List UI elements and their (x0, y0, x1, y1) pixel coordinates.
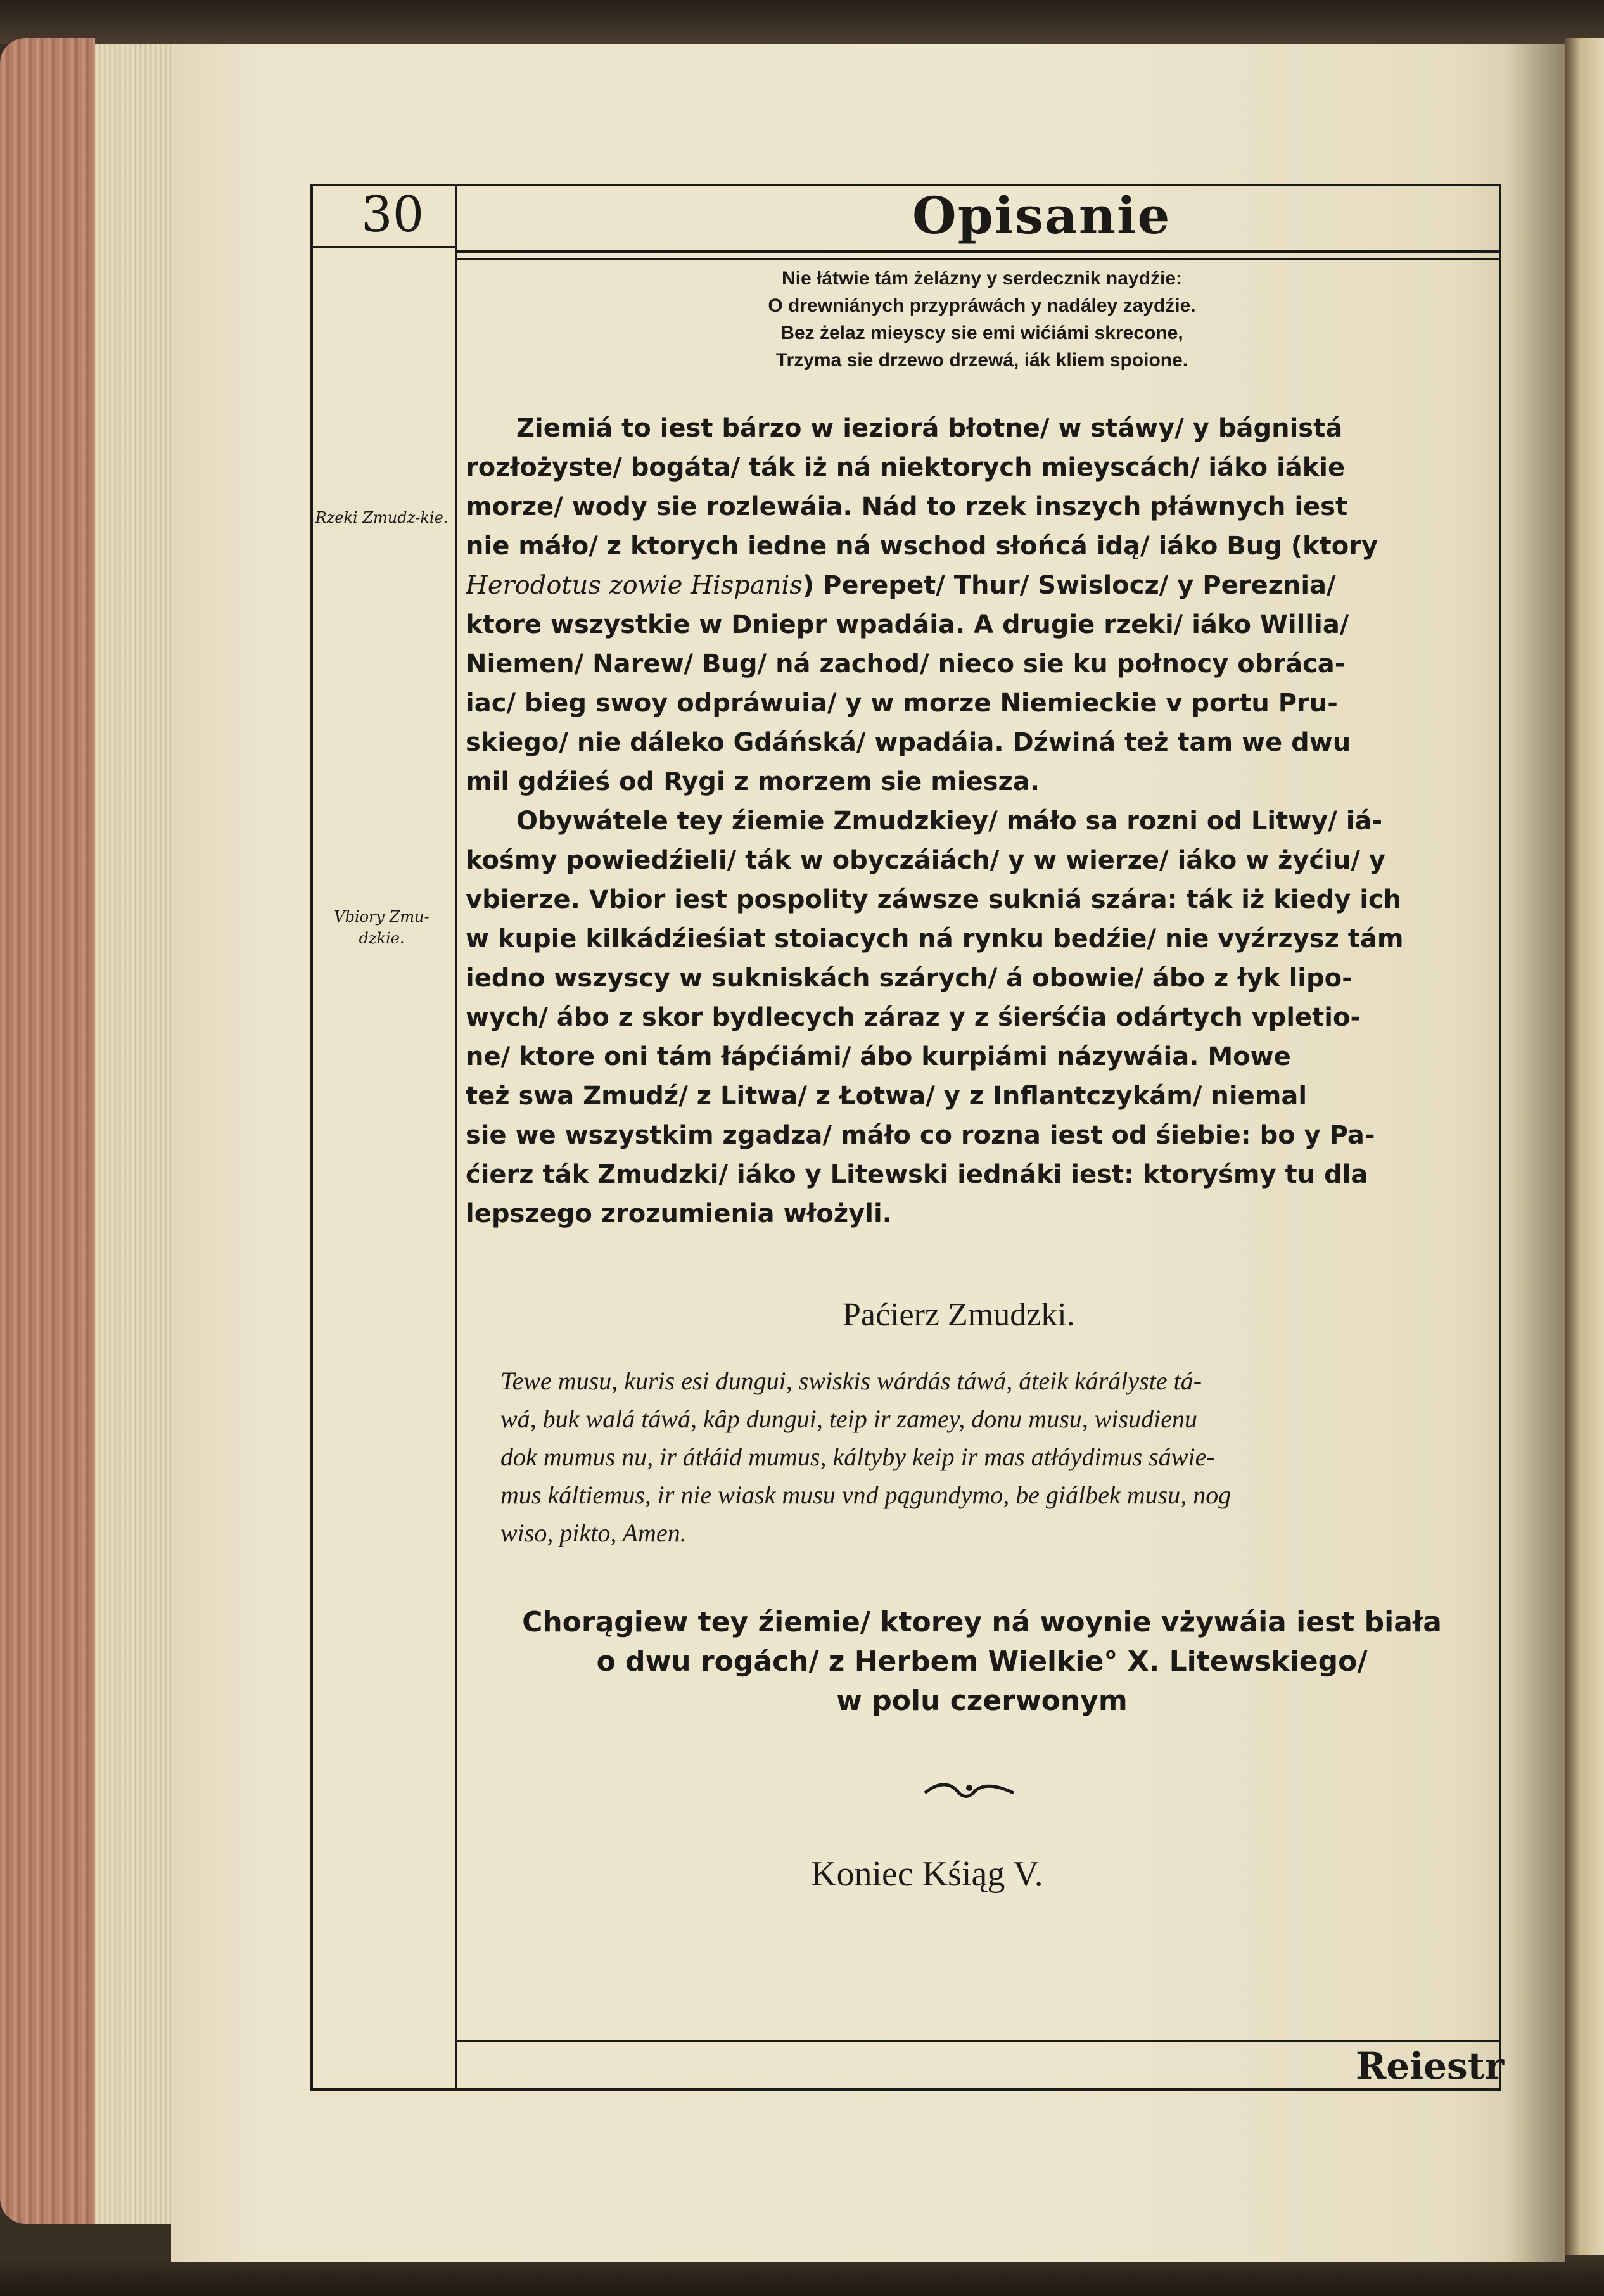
margin-note-clothing: Vbiory Zmu-dzkie. (334, 908, 430, 947)
verse-line: O drewniánych przypráwách y nadáley zaydźie. (768, 295, 1196, 316)
pater-line: Tewe musu, kuris esi dungui, swiskis wárdás táwá, áteik kárályste tá- (500, 1367, 1202, 1395)
body-line (466, 919, 1492, 959)
text-run: iac/ bieg swoy odpráwuia/ y w morze Niemieckie v portu Pru- (466, 689, 1338, 718)
body-line (466, 723, 1492, 762)
body-line (466, 1076, 1492, 1116)
pater-heading: Paćierz Zmudzki. (843, 1297, 1075, 1333)
text-run: sie we wszystkim zgadza/ máło co rozna iest od śiebie: bo y Pa- (466, 1121, 1375, 1150)
gutter-shadow (1508, 44, 1565, 2262)
text-run: rozłożyste/ bogáta/ ták iż ná niektorych mieyscách/ iáko iákie (466, 453, 1346, 482)
margin-divider-rule (455, 184, 457, 2091)
text-run: iedno wszyscy w sukniskách szárych/ á obowie/ ábo z łyk lipo- (466, 964, 1353, 993)
text-run: też swa Zmudź/ z Litwa/ z Łotwa/ y z Inflantczykám/ niemal (466, 1081, 1308, 1111)
text-run: mil gdźieś od Rygi z morzem sie miesza. (466, 767, 1040, 796)
margin-note-rivers: Rzeki Zmudz-kie. (315, 509, 449, 526)
running-head: Opisanie (912, 186, 1171, 245)
text-run: nie máło/ z ktorych iedne ná wschod słońcá idą/ iáko Bug (ktory (466, 532, 1378, 561)
text-run: ćierz ták Zmudzki/ iáko y Litewski iednáki iest: ktoryśmy tu dla (466, 1160, 1368, 1189)
verse-block (481, 265, 1482, 374)
verse-line: Bez żelaz mieyscy sie emi wićiámi skrecone, (780, 322, 1183, 343)
catchword: Reiestr (1356, 2044, 1505, 2088)
text-run: Ziemiá to iest bárzo w ieziorá błotne/ w stáwy/ y bágnistá (516, 414, 1343, 443)
verse-line: Trzyma sie drzewo drzewá, iák kliem spoione. (775, 350, 1188, 371)
pater-line: dok mumus nu, ir átłáid mumus, káltyby keip ir mas atłáydimus sáwie- (500, 1443, 1215, 1471)
body-line (466, 566, 1492, 605)
body-line (466, 1037, 1492, 1076)
chapter-end: Koniec Kśiąg V. (811, 1854, 1043, 1894)
body-line (466, 841, 1492, 880)
body-line (466, 644, 1492, 684)
banner-description (481, 1603, 1482, 1721)
page-stack-edges (95, 44, 171, 2224)
body-line (466, 605, 1492, 644)
banner-line: w polu czerwonym (836, 1685, 1128, 1717)
pater-text (500, 1362, 1489, 1552)
text-run: skiego/ nie dáleko Gdáńská/ wpadáia. Dźwiná też tam we dwu (466, 728, 1351, 757)
pater-line: mus káltiemus, ir nie wiask musu vnd pągundymo, be giálbek musu, nog (500, 1481, 1232, 1509)
footer-rule (456, 2040, 1501, 2042)
text-run: ne/ ktore oni tám łápćiámi/ ábo kurpiámi názywáia. Mowe (466, 1042, 1291, 1071)
verse-line: Nie łátwie tám żelázny y serdecznik naydźie: (782, 268, 1182, 289)
text-run: lepszego zrozumienia włożyli. (466, 1199, 892, 1228)
body-line (466, 998, 1492, 1037)
italic-name: Herodotus zowie Hispanis (466, 571, 803, 600)
text-run: Obywátele tey źiemie Zmudzkiey/ máło sa rozni od Litwy/ iá- (516, 807, 1383, 836)
body-line (466, 526, 1492, 566)
body-line (466, 762, 1492, 801)
body-line (466, 1155, 1492, 1194)
body-line (466, 684, 1492, 723)
body-line (466, 959, 1492, 998)
body-line (466, 1116, 1492, 1155)
page-number: 30 (361, 186, 424, 243)
text-run: wych/ ábo z skor bydlecych záraz y z śierśćia odártych vpletio- (466, 1003, 1361, 1032)
text-run: Niemen/ Narew/ Bug/ ná zachod/ nieco sie ku połnocy obráca- (466, 649, 1346, 679)
pater-line: wiso, pikto, Amen. (500, 1519, 687, 1547)
text-run: ktore wszystkie w Dniepr wpadáia. A drugie rzeki/ iáko Willia/ (466, 610, 1349, 639)
text-run: w kupie kilkádźieśiat stoiacych ná rynku bedźie/ nie vyźrzysz tám (466, 924, 1404, 953)
body-text (466, 409, 1492, 1234)
body-line (466, 880, 1492, 919)
text-run: vbierze. Vbior iest pospolity záwsze sukniá szára: ták iż kiedy ich (466, 885, 1402, 914)
header-rule-thin (456, 258, 1501, 260)
pater-line: wá, buk walá táwá, kâp dungui, teip ir zamey, donu musu, wisudienu (500, 1405, 1197, 1433)
facing-page-edge (1565, 38, 1604, 2268)
book-cover-top-edge (0, 0, 1604, 44)
text-run: kośmy powiedźieli/ ták w obyczáiách/ y w wierze/ iáko w żyćiu/ y (466, 846, 1385, 875)
body-line (466, 801, 1492, 841)
book-fore-edge (0, 38, 95, 2224)
banner-line: Chorągiew tey źiemie/ ktorey ná woynie vżywáia iest biała (522, 1606, 1442, 1638)
text-run: ) Perepet/ Thur/ Swislocz/ y Pereznia/ (802, 571, 1336, 600)
body-line (466, 409, 1492, 448)
text-run: morze/ wody sie rozlewáia. Nád to rzek inszych płáwnych iest (466, 492, 1348, 521)
body-line (466, 1194, 1492, 1234)
body-line (466, 487, 1492, 526)
header-rule-margin (310, 246, 456, 248)
body-line (466, 448, 1492, 487)
banner-line: o dwu rogách/ z Herbem Wielkie° X. Litewskiego/ (596, 1645, 1368, 1678)
fleuron-ornament-icon (919, 1779, 1020, 1804)
header-rule (456, 250, 1501, 253)
